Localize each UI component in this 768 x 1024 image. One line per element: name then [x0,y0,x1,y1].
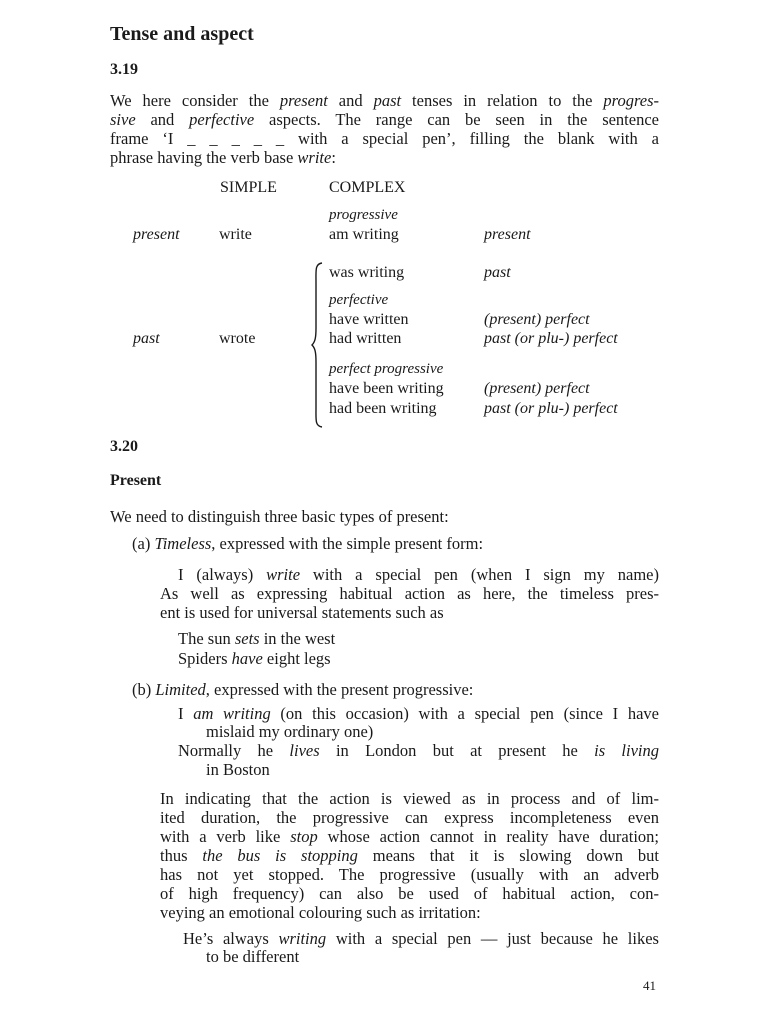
column-header-complex: COMPLEX [329,179,406,196]
italic-run: write [266,565,301,584]
italic-run: Timeless [154,534,212,553]
column-header-simple: SIMPLE [220,179,277,196]
para-b-line: In indicating that the action is viewed as in process and of lim- [160,789,659,808]
tag-past-perfect: past (or plu-) perfect [484,330,618,347]
page-number: 41 [643,978,656,993]
example-b1-line: mislaid my ordinary one) [206,722,374,741]
intro-line: We here consider the present and past tenses in relation to the progres- [110,91,659,110]
form-have-written: have written [329,311,409,328]
form-was-writing: was writing [329,264,405,281]
example-b1-line: I am writing (on this occasion) with a special pen (since I have [178,704,659,723]
row-label-past: past [133,330,160,347]
past-simple-form: wrote [219,330,256,347]
form-had-been-writing: had been writing [329,400,437,417]
tag-past: past [484,264,511,281]
intro-line: phrase having the verb base write: [110,148,336,167]
item-b-limited: (b) Limited, expressed with the present progressive: [132,680,474,699]
form-am-writing: am writing [329,226,399,243]
page-heading: Tense and aspect [110,23,254,45]
para-b-line: ited duration, the progressive can express incompleteness even [160,808,659,827]
example-b2-line: in Boston [206,760,270,779]
intro-line: frame ‘I _ _ _ _ _ with a special pen’, filling the blank with a [110,129,659,148]
para-a-line: ent is used for universal statements such as [160,603,444,622]
italic-run: is living [594,741,659,760]
italic-run: sive [110,110,136,129]
italic-run: writing [278,929,327,948]
italic-run: write [297,148,332,167]
italic-run: the bus is stopping [202,846,358,865]
italic-run: past [373,91,402,110]
para-b-line: thus the bus is stopping means that it is slowing down but [160,846,659,865]
item-a-timeless: (a) Timeless, expressed with the simple present form: [132,534,484,553]
italic-run: am writing [193,704,271,723]
label-progressive: progressive [329,207,398,223]
example-spiders: Spiders have eight legs [178,649,331,668]
italic-run: sets [234,629,260,648]
para-b-line: has not yet stopped. The progressive (usually with an adverb [160,865,659,884]
italic-run: lives [289,741,320,760]
para-a-line: As well as expressing habitual action as here, the timeless pres- [160,584,659,603]
tag-present-perfect: (present) perfect [484,311,590,328]
row-label-present: present [133,226,180,243]
tag-past-perfect: past (or plu-) perfect [484,400,618,417]
example-a: I (always) write with a special pen (when I sign my name) [178,565,659,584]
curly-brace [311,262,323,428]
intro-line: sive and perfective aspects. The range can be seen in the sentence [110,110,659,129]
example-b3-line: He’s always writing with a special pen — just because he likes [183,929,659,948]
italic-run: present [279,91,328,110]
para-b-line: of high frequency) can also be used of habitual action, con- [160,884,659,903]
label-perfect-progressive: perfect progressive [329,361,444,377]
para-b-line: with a verb like stop whose action cannot in reality have duration; [160,827,660,846]
italic-run: progres- [603,91,659,110]
subheading-present: Present [110,472,162,489]
example-b3-line: to be different [206,947,300,966]
label-perfective: perfective [329,292,389,308]
para-b-line: veying an emotional colouring such as irritation: [160,903,481,922]
present-simple-form: write [219,226,252,243]
example-sun: The sun sets in the west [178,629,336,648]
form-had-written: had written [329,330,402,347]
tag-present-perfect: (present) perfect [484,380,590,397]
italic-run: Limited [155,680,206,699]
form-have-been-writing: have been writing [329,380,444,397]
italic-run: have [231,649,263,668]
example-b2-line: Normally he lives in London but at present he is living [178,741,659,760]
italic-run: stop [290,827,318,846]
distinguish-line: We need to distinguish three basic types of present: [110,507,449,526]
section-number-3-20: 3.20 [110,438,138,455]
italic-run: perfective [189,110,255,129]
section-number-3-19: 3.19 [110,61,138,78]
tag-present: present [484,226,531,243]
